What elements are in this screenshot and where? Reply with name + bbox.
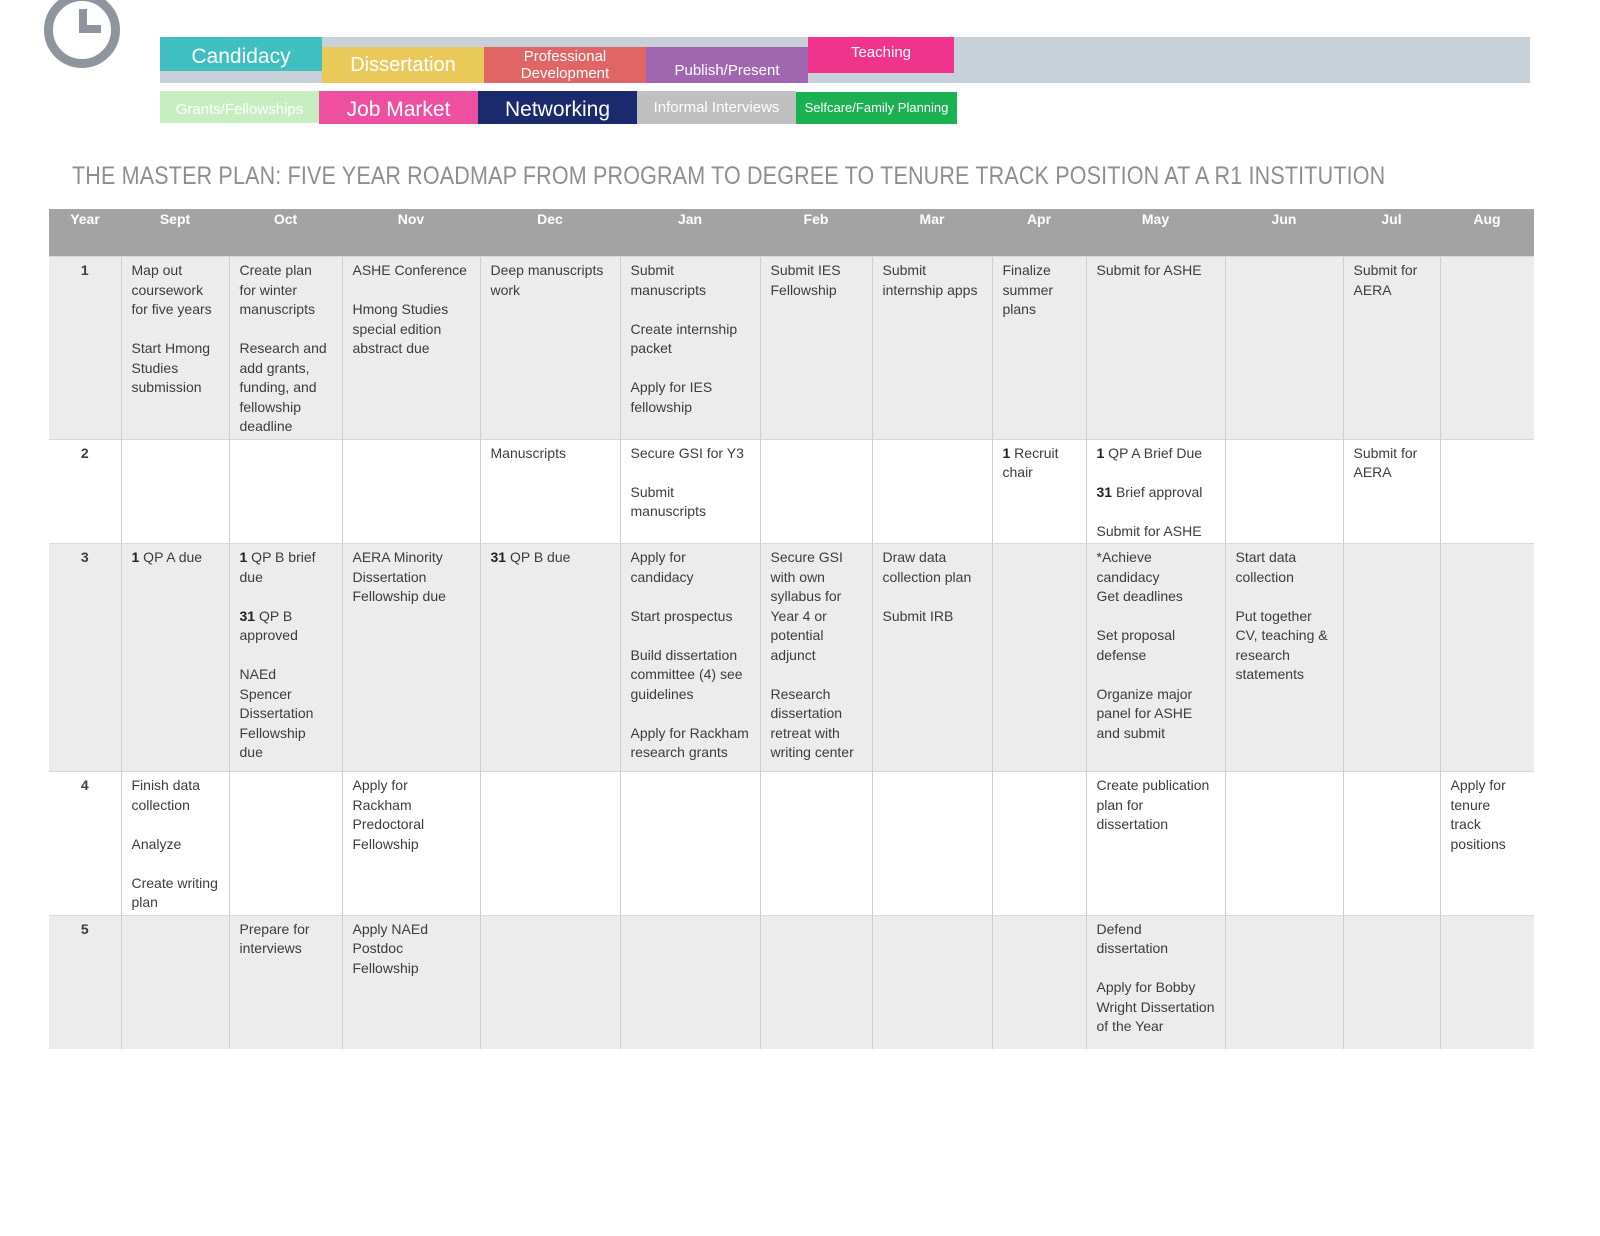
cell-text: Secure GSI with own syllabus for Year 4 or potential adjunct Research dissertation retreat with writing center [770, 549, 854, 760]
plan-cell [620, 544, 760, 772]
plan-cell [1343, 439, 1440, 544]
cell-text: Create publication plan for dissertation [1096, 777, 1210, 832]
plan-cell [480, 439, 620, 544]
plan-cell [872, 544, 992, 772]
column-header: Apr [992, 209, 1086, 257]
date-number: 31 [239, 607, 256, 624]
cell-text: Secure GSI for Y3 Submit manuscripts [630, 444, 744, 519]
cell-text: Manuscripts [490, 444, 566, 461]
plan-cell [760, 544, 872, 772]
cell-text: Draw data collection plan Submit IRB [882, 549, 972, 624]
plan-cell [1343, 544, 1440, 772]
cell-text: Recruit chair [1002, 444, 1059, 480]
plan-cell [992, 544, 1086, 772]
plan-cell [760, 915, 872, 1049]
date-number: 1 [1002, 444, 1011, 461]
plan-cell [1225, 439, 1343, 544]
cell-text: Apply NAEd Postdoc Fellowship [352, 920, 428, 976]
plan-cell [121, 772, 229, 916]
plan-cell [1086, 257, 1225, 440]
legend-grants-fellowships: Grants/Fellowships [160, 91, 319, 123]
cell-text: ASHE Conference Hmong Studies special edition abstract due [352, 262, 467, 356]
plan-cell [992, 915, 1086, 1049]
plan-cell [1440, 772, 1534, 916]
cell-text: Apply for Rackham Predoctoral Fellowship [352, 777, 425, 852]
plan-cell [342, 772, 480, 916]
date-number: 31 [1096, 483, 1113, 500]
plan-cell [1440, 257, 1534, 440]
plan-cell [342, 439, 480, 544]
cell-text: Submit for ASHE [1096, 522, 1202, 539]
plan-cell [620, 915, 760, 1049]
date-number: 31 [490, 549, 507, 565]
table-row [49, 915, 1534, 1049]
plan-cell [121, 257, 229, 440]
plan-cell [992, 772, 1086, 916]
plan-cell [872, 772, 992, 916]
plan-cell [992, 257, 1086, 440]
column-header: Jul [1343, 209, 1440, 257]
cell-text: *Achieve candidacy Get deadlines Set proposal defense Organize major panel for ASHE and submit [1096, 549, 1193, 741]
year-cell: 3 [49, 544, 121, 772]
date-number: 1 [131, 549, 140, 565]
table-header-row [49, 209, 1534, 257]
table-row [49, 544, 1534, 772]
plan-cell [121, 439, 229, 544]
table-row [49, 257, 1534, 440]
plan-cell [1086, 915, 1225, 1049]
date-number: 1 [1096, 444, 1105, 461]
plan-cell [121, 915, 229, 1049]
plan-cell [1343, 257, 1440, 440]
column-header: Aug [1440, 209, 1534, 257]
legend-professional-development: Professional Development [484, 47, 646, 83]
plan-cell [229, 772, 342, 916]
plan-cell [480, 772, 620, 916]
plan-cell [342, 544, 480, 772]
cell-text: Finalize summer plans [1002, 262, 1054, 317]
plan-cell [1440, 544, 1534, 772]
plan-cell [342, 257, 480, 440]
plan-cell [992, 439, 1086, 544]
column-header: Nov [342, 209, 480, 257]
plan-cell [1086, 544, 1225, 772]
column-header: Oct [229, 209, 342, 257]
cell-text: Create plan for winter manuscripts Research and add grants, funding, and fellowship deadline [239, 262, 327, 434]
plan-cell [1086, 439, 1225, 544]
legend-teaching: Teaching [808, 37, 954, 73]
plan-cell [1225, 915, 1343, 1049]
table-row [49, 439, 1534, 544]
cell-text: Submit manuscripts Create internship packet Apply for IES fellowship [630, 262, 738, 415]
cell-text: Map out coursework for five years Start Hmong Studies submission [131, 262, 212, 395]
cell-text: Submit for ASHE [1096, 262, 1202, 278]
year-cell: 1 [49, 257, 121, 440]
plan-cell [620, 257, 760, 440]
legend-candidacy: Candidacy [160, 37, 322, 71]
legend-networking: Networking [478, 91, 637, 124]
cell-text: Submit internship apps [882, 262, 978, 298]
year-cell: 5 [49, 915, 121, 1049]
column-header: Jan [620, 209, 760, 257]
column-header: May [1086, 209, 1225, 257]
plan-cell [872, 257, 992, 440]
plan-cell [121, 544, 229, 772]
cell-text: Finish data collection Analyze Create writing plan [131, 777, 218, 910]
plan-cell [872, 915, 992, 1049]
legend-publish-present: Publish/Present [646, 47, 808, 83]
cell-text: QP B approved [239, 607, 298, 643]
clock-icon [44, 0, 120, 68]
cell-text: Brief approval [1112, 483, 1203, 500]
legend-selfcare-family-planning: Selfcare/Family Planning [796, 92, 957, 124]
cell-text: Defend dissertation Apply for Bobby Wright Dissertation of the Year [1096, 920, 1215, 1034]
cell-text: Start data collection Put together CV, teaching & research statements [1235, 549, 1328, 682]
plan-cell [480, 544, 620, 772]
page-title: THE MASTER PLAN: FIVE YEAR ROADMAP FROM PROGRAM TO DEGREE TO TENURE TRACK POSITION AT A R1 INSTITUTION [72, 162, 1386, 190]
plan-cell [760, 257, 872, 440]
legend-dissertation: Dissertation [322, 47, 484, 83]
date-number: 1 [239, 549, 248, 565]
plan-cell [1086, 772, 1225, 916]
plan-cell [229, 257, 342, 440]
cell-text: Submit IES Fellowship [770, 262, 841, 298]
plan-cell [620, 772, 760, 916]
column-header: Feb [760, 209, 872, 257]
cell-text: Deep manuscripts work [490, 262, 604, 298]
plan-cell [229, 439, 342, 544]
plan-cell [229, 544, 342, 772]
cell-text: Submit for AERA [1353, 444, 1418, 480]
cell-text: Prepare for interviews [239, 920, 310, 956]
plan-cell [1343, 772, 1440, 916]
column-header: Jun [1225, 209, 1343, 257]
column-header: Sept [121, 209, 229, 257]
year-cell: 2 [49, 439, 121, 544]
year-cell: 4 [49, 772, 121, 916]
plan-cell [229, 915, 342, 1049]
plan-cell [872, 439, 992, 544]
legend-job-market: Job Market [319, 91, 478, 124]
plan-cell [1225, 772, 1343, 916]
plan-cell [1440, 439, 1534, 544]
plan-cell [760, 772, 872, 916]
cell-text: QP B due [506, 549, 571, 565]
cell-text: Submit for AERA [1353, 262, 1418, 298]
legend-informal-interviews: Informal Interviews [637, 91, 796, 124]
plan-cell [1343, 915, 1440, 1049]
column-header: Mar [872, 209, 992, 257]
cell-text: Apply for candidacy Start prospectus Build dissertation committee (4) see guidelines Apply for Rackham research grants [630, 549, 749, 760]
cell-text: QP A due [139, 549, 203, 565]
table-row [49, 772, 1534, 916]
roadmap-table [49, 209, 1534, 1049]
cell-text: NAEd Spencer Dissertation Fellowship due [239, 666, 314, 760]
cell-text: Apply for tenure track positions [1450, 777, 1506, 852]
plan-cell [342, 915, 480, 1049]
plan-cell [1225, 257, 1343, 440]
plan-cell [620, 439, 760, 544]
column-header: Year [49, 209, 121, 257]
plan-cell [760, 439, 872, 544]
plan-cell [480, 915, 620, 1049]
plan-cell [480, 257, 620, 440]
cell-text: AERA Minority Dissertation Fellowship due [352, 549, 446, 604]
cell-text: QP B brief due [239, 549, 316, 585]
column-header: Dec [480, 209, 620, 257]
cell-text: QP A Brief Due [1104, 444, 1203, 461]
plan-cell [1440, 915, 1534, 1049]
plan-cell [1225, 544, 1343, 772]
